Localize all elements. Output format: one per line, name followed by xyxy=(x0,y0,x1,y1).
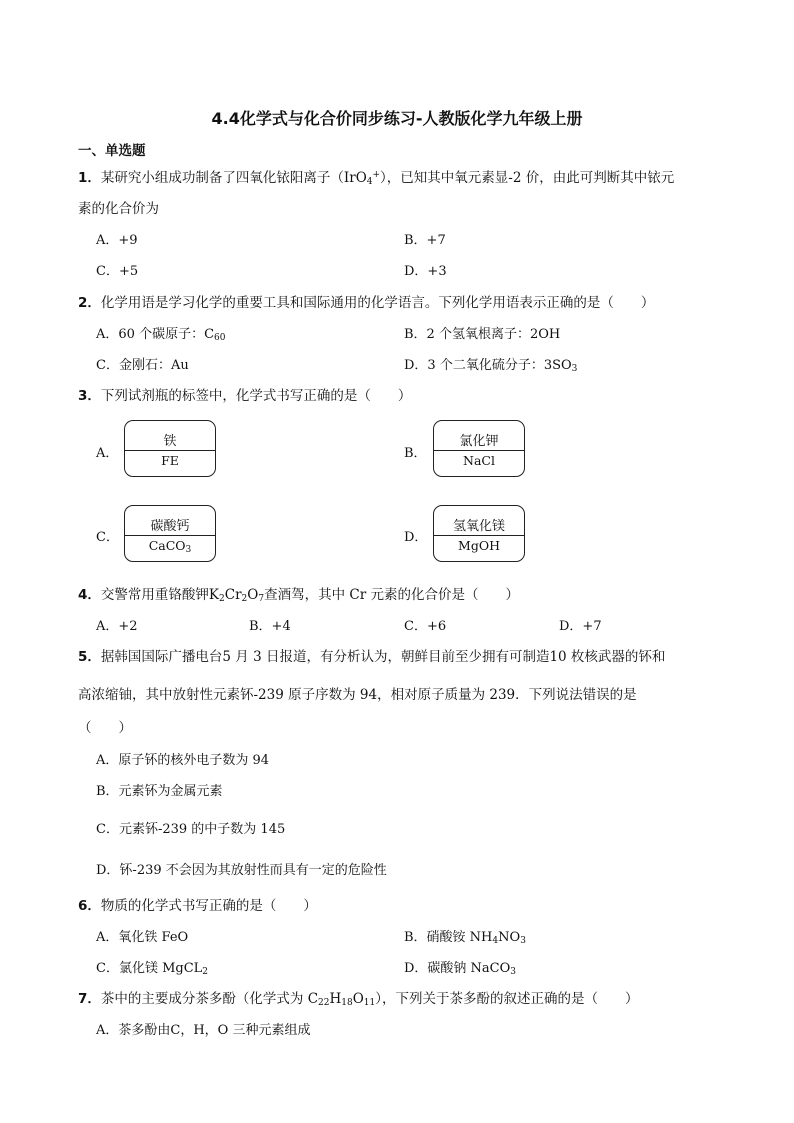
question-number: 7． xyxy=(78,991,101,1007)
option-b: B．+7 xyxy=(404,233,446,248)
question-1 xyxy=(78,166,674,186)
option-b: B．2 个氢氧根离子：2OH xyxy=(404,327,561,342)
option-a: A．茶多酚由C，H，O 三种元素组成 xyxy=(96,1023,311,1038)
label-divider xyxy=(125,450,215,451)
question-text: 下列试剂瓶的标签中，化学式书写正确的是（ ） xyxy=(100,388,412,404)
label-divider xyxy=(434,535,524,536)
label-name: 铁 xyxy=(163,434,177,449)
question-text: 物质的化学式书写正确的是（ ） xyxy=(100,898,317,914)
bottle-label xyxy=(124,420,216,477)
label-formula: MgOH xyxy=(458,538,500,553)
option-c: C．元素钚-239 的中子数为 145 xyxy=(96,822,286,837)
label-divider xyxy=(434,450,524,451)
option-b: B． xyxy=(404,446,427,461)
question-number: 2． xyxy=(78,295,101,311)
section-heading: 一、单选题 xyxy=(78,143,146,159)
option-a: A．+9 xyxy=(96,233,138,248)
question-number: 3． xyxy=(78,388,101,404)
question-number: 4． xyxy=(78,587,101,603)
question-text: 化学用语是学习化学的重要工具和国际通用的化学语言。下列化学用语表示正确的是（ ） xyxy=(100,295,655,311)
option-a: A．原子钚的核外电子数为 94 xyxy=(96,753,270,768)
question-text: ），已知其中氧元素显-2 价，由此可判断其中铱元 xyxy=(380,170,675,186)
label-name: 氢氧化镁 xyxy=(452,519,505,534)
question-text: 某研究小组成功制备了四氧化铱阳离子（IrO xyxy=(100,170,367,186)
option-b: B．元素钚为金属元素 xyxy=(96,784,223,799)
question-number: 5． xyxy=(78,649,101,665)
option-b: B．+4 xyxy=(249,619,291,634)
option-c: C．+5 xyxy=(96,264,139,279)
label-formula: NaCl xyxy=(463,453,495,468)
subscript: 4 xyxy=(366,177,373,187)
label-divider xyxy=(125,535,215,536)
bottle-label xyxy=(124,505,216,562)
option-d: D．+7 xyxy=(559,619,602,634)
question-7: 7．茶中的主要成分茶多酚（化学式为 $C_{22}H_{18}O_{11}$），下列关于茶多酚的叙述正确的是（ ） xyxy=(78,991,639,1008)
bottle-label xyxy=(433,420,525,477)
option-d: D．+3 xyxy=(404,264,447,279)
option-c: C． xyxy=(96,530,119,545)
question-number: 6． xyxy=(78,898,101,914)
option-b: B．硝酸铵 $NH_4NO_3$ xyxy=(404,930,526,946)
superscript: + xyxy=(372,170,381,180)
option-c: C．金刚石：Au xyxy=(96,358,189,373)
bottle-label xyxy=(433,505,525,562)
option-c: C．氯化镁 MgCL$_2$ xyxy=(96,961,209,977)
question-5 xyxy=(78,645,665,665)
question-5-line-3: （ ） xyxy=(78,720,132,736)
question-6 xyxy=(78,894,317,914)
label-formula: FE xyxy=(161,453,179,468)
question-2 xyxy=(78,291,654,311)
question-text: 据韩国国际广播电台5 月 3 日报道，有分析认为，朝鲜目前至少拥有可制造10 枚核武器的钚和 xyxy=(100,649,666,665)
label-name: 碳酸钙 xyxy=(150,519,190,534)
label-name: 氯化钾 xyxy=(459,434,499,449)
option-d: D．3 个二氧化硫分子：$3SO_3$ xyxy=(404,358,578,374)
option-d: D．碳酸钠 NaCO$_3$ xyxy=(404,961,517,977)
question-1-line-2: 素的化合价为 xyxy=(78,201,159,217)
option-a: A．氧化铁 FeO xyxy=(96,930,189,945)
option-a: A． xyxy=(96,446,119,461)
option-a: A．60 个碳原子：$C_{60}$ xyxy=(96,327,226,343)
option-a: A．+2 xyxy=(96,619,138,634)
question-3 xyxy=(78,384,411,404)
question-4: 4．交警常用重铬酸钾$K_2Cr_2O_7$查酒驾，其中 Cr 元素的化合价是（ ） xyxy=(78,587,519,604)
option-d: D．钚-239 不会因为其放射性而具有一定的危险性 xyxy=(96,863,387,878)
question-5-line-2: 高浓缩铀，其中放射性元素钚-239 原子序数为 94，相对原子质量为 239．下列说法错误的是 xyxy=(78,687,637,703)
page-title: 4.4化学式与化合价同步练习-人教版化学九年级上册 xyxy=(211,109,583,128)
option-c: C．+6 xyxy=(404,619,447,634)
question-number: 1． xyxy=(78,170,101,186)
label-formula: CaCO$_3$ xyxy=(148,538,192,555)
option-d: D． xyxy=(404,530,428,545)
